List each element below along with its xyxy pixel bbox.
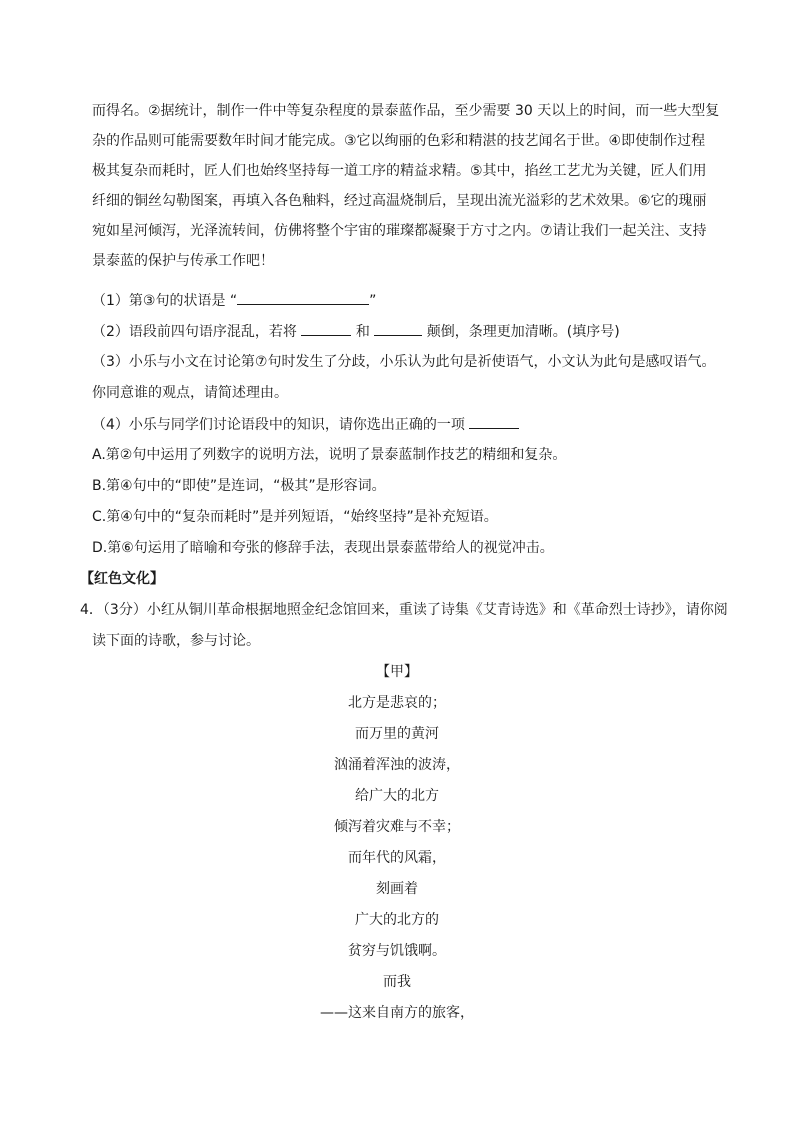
passage-line: 宛如星河倾泻，光泽流转间，仿佛将整个宇宙的璀璨都凝聚于方寸之内。⑦请让我们一起关注、支持 <box>92 223 707 239</box>
passage <box>92 96 732 276</box>
poem-line: 广大的北方的 <box>355 912 439 928</box>
poem-title: 【甲】 <box>376 664 418 680</box>
question-1-suffix: ” <box>369 293 377 309</box>
answer-blank[interactable] <box>237 290 369 305</box>
poem-line: 北方是悲哀的； <box>348 695 446 711</box>
question-4-stem: 4．（3分）小红从铜川革命根据地照金纪念馆回来，重读了诗集《艾青诗选》和《革命烈士诗抄》，请你阅 <box>80 602 728 618</box>
question-1-prefix: （1）第③句的状语是 “ <box>92 293 238 309</box>
question-4-stem: 读下面的诗歌，参与讨论。 <box>92 633 260 649</box>
passage-line: 极其复杂而耗时，匠人们也始终坚持每一道工序的精益求精。⑤其中，掐丝工艺尤为关键，匠人们用 <box>92 163 707 179</box>
poem-line: 而我 <box>383 974 411 990</box>
question-3-line: 你同意谁的观点，请简述理由。 <box>92 385 288 401</box>
question-3-line: （3）小乐与小文在讨论第⑦句时发生了分歧，小乐认为此句是祈使语气，小文认为此句是感叹语气。 <box>92 354 716 370</box>
poem-line: ——这来自南方的旅客， <box>320 1005 474 1021</box>
poem-line: 倾泻着灾难与不幸； <box>334 819 460 835</box>
passage-line: 而得名。②据统计，制作一件中等复杂程度的景泰蓝作品，至少需要 30 天以上的时间，而一些大型复 <box>92 103 720 119</box>
poem-line: 而年代的风霜， <box>348 850 446 866</box>
poem-line: 贫穷与饥饿啊。 <box>348 943 446 959</box>
poem-line: 而万里的黄河 <box>355 726 439 742</box>
passage-line: 杂的作品则可能需要数年时间才能完成。③它以绚丽的色彩和精湛的技艺闻名于世。④即使制作过程 <box>92 133 706 149</box>
answer-blank[interactable] <box>374 321 422 336</box>
question-2-suffix: 颠倒，条理更加清晰。(填序号) <box>426 324 620 340</box>
option-a: A.第②句中运用了列数字的说明方法，说明了景泰蓝制作技艺的精细和复杂。 <box>92 447 567 463</box>
section-title: 【红色文化】 <box>80 571 164 587</box>
option-b: B.第④句中的“即使”是连词，“极其”是形容词。 <box>92 478 386 494</box>
question-1 <box>92 290 376 311</box>
question-4-prefix: （4）小乐与同学们讨论语段中的知识，请你选出正确的一项 <box>92 417 465 433</box>
question-2-prefix: （2）语段前四句语序混乱，若将 <box>92 324 297 340</box>
option-d: D.第⑥句运用了暗喻和夸张的修辞手法，表现出景泰蓝带给人的视觉冲击。 <box>92 540 554 556</box>
passage-line: 纤细的铜丝勾勒图案，再填入各色釉料，经过高温烧制后，呈现出流光溢彩的艺术效果。⑥它的瑰丽 <box>92 193 707 209</box>
poem-line: 给广大的北方 <box>355 788 439 804</box>
answer-blank[interactable] <box>469 414 519 429</box>
poem-line: 汹涌着浑浊的波涛， <box>334 757 460 773</box>
answer-blank[interactable] <box>301 321 351 336</box>
question-4 <box>92 414 519 435</box>
passage-line: 景泰蓝的保护与传承工作吧！ <box>92 253 274 269</box>
question-2 <box>92 321 620 342</box>
poem-line: 刻画着 <box>376 881 418 897</box>
option-c: C.第④句中的“复杂而耗时”是并列短语，“始终坚持”是补充短语。 <box>92 509 498 525</box>
question-2-mid: 和 <box>355 324 370 340</box>
